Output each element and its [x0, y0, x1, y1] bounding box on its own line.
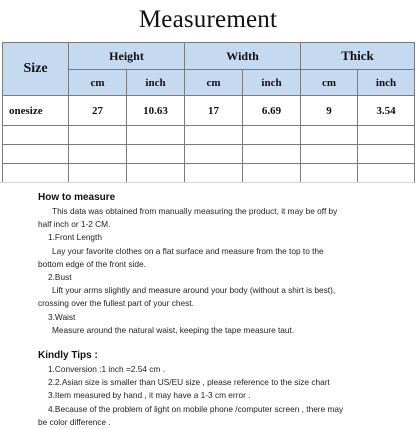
size-label: onesize: [3, 96, 69, 126]
table-cell: 6.69: [243, 96, 301, 126]
table-cell: [358, 145, 415, 164]
table-row: [3, 96, 415, 126]
table-row-empty: [3, 126, 415, 145]
table-cell: [243, 164, 301, 183]
guide-text: Measure around the natural waist, keeping the tape measure taut.: [52, 324, 295, 335]
table-cell: [3, 145, 69, 164]
width-header: Width: [185, 43, 301, 70]
size-table: [2, 42, 415, 183]
page-title: Measurement: [138, 6, 278, 33]
table-cell: 3.54: [358, 96, 415, 126]
tips-heading: Kindly Tips :: [38, 350, 98, 362]
unit-header: inch: [243, 70, 301, 96]
table-cell: [69, 145, 127, 164]
tip-item: 3.Item measured by hand , it may have a 1-3 cm error .: [48, 390, 251, 401]
table-cell: [358, 164, 415, 183]
table-cell: [127, 164, 185, 183]
table-cell: 9: [301, 96, 358, 126]
table-cell: [3, 164, 69, 183]
table-cell: [358, 126, 415, 145]
table-cell: [69, 126, 127, 145]
table-row-empty: [3, 145, 415, 164]
table-cell: [127, 145, 185, 164]
guide-item-title: 2.Bust: [48, 272, 72, 283]
table-cell: [301, 126, 358, 145]
unit-header: cm: [69, 70, 127, 96]
unit-header: inch: [358, 70, 415, 96]
table-cell: [301, 164, 358, 183]
height-header: Height: [69, 43, 185, 70]
table-cell: [185, 164, 243, 183]
unit-header: cm: [301, 70, 358, 96]
tip-item: be color difference .: [38, 416, 111, 427]
table-cell: 27: [69, 96, 127, 126]
tip-item: 2.2.Asian size is smaller than US/EU size , please reference to the size chart: [48, 377, 330, 388]
section-divider: [0, 182, 416, 183]
measure-guide: [38, 191, 410, 429]
table-row-empty: [3, 164, 415, 183]
guide-item-title: 3.Waist: [48, 311, 76, 322]
table-cell: 10.63: [127, 96, 185, 126]
table-cell: [127, 126, 185, 145]
unit-header: cm: [185, 70, 243, 96]
table-cell: [69, 164, 127, 183]
guide-text: Lift your arms slightly and measure around your body (without a shirt is best),: [52, 285, 336, 296]
unit-header: inch: [127, 70, 185, 96]
size-header: Size: [3, 43, 69, 96]
thick-header: Thick: [301, 43, 415, 70]
tip-item: 4.Because of the problem of light on mobile phone /computer screen , there may: [48, 403, 344, 414]
table-cell: [243, 126, 301, 145]
guide-text: Lay your favorite clothes on a flat surface and measure from the top to the: [52, 245, 324, 256]
table-cell: [3, 126, 69, 145]
guide-text: half inch or 1-2 CM.: [38, 219, 111, 230]
table-cell: [185, 126, 243, 145]
guide-heading: How to measure: [38, 192, 116, 203]
table-cell: [185, 145, 243, 164]
guide-text: bottom edge of the front side.: [38, 258, 146, 269]
guide-item-title: 1.Front Length: [48, 232, 102, 243]
table-cell: [301, 145, 358, 164]
guide-text: crossing over the fullest part of your chest.: [38, 298, 194, 309]
tip-item: 1.Conversion :1 inch =2.54 cm .: [48, 364, 165, 375]
guide-text: This data was obtained from manually measuring the product, it may be off by: [52, 206, 338, 216]
table-cell: [243, 145, 301, 164]
table-cell: 17: [185, 96, 243, 126]
